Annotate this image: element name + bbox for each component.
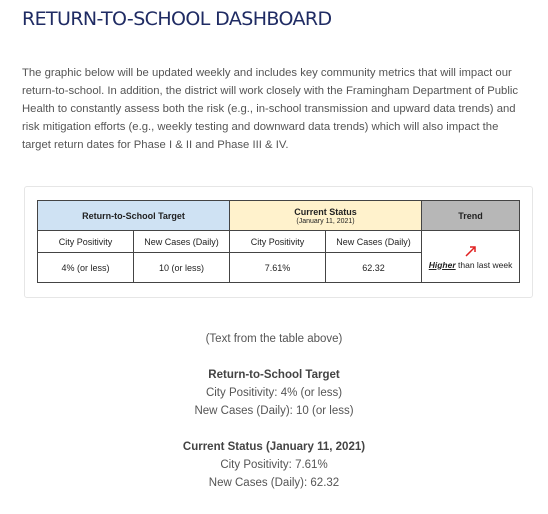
current-new-cases-value: 62.32 <box>326 253 422 283</box>
target-new-cases-label: New Cases (Daily) <box>134 231 230 253</box>
trend-description <box>424 260 517 270</box>
intro-paragraph: The graphic below will be updated weekly and includes key community metrics that will impact our return-to-school. In addition, the district will work closely with the Framingham Department of Public Health to constantly assess both the risk (e.g., in-school transmission and upward data trends) and risk mitigation efforts (e.g., weekly testing and downward data trends) which will also impact the target return dates for Phase I & II and Phase III & IV. <box>22 67 519 151</box>
caption-note-block <box>0 330 548 348</box>
trend-header: Trend <box>422 201 520 231</box>
trend-word: Higher <box>428 259 456 270</box>
current-status-header <box>230 201 422 231</box>
dashboard-table <box>37 200 520 283</box>
caption-current-block <box>0 438 548 492</box>
current-new-cases-label: New Cases (Daily) <box>326 231 422 253</box>
target-header: Return-to-School Target <box>38 201 230 231</box>
caption-target-block <box>0 366 548 420</box>
caption-current-cases: New Cases (Daily): 62.32 <box>208 477 340 489</box>
caption-target-city: City Positivity: 4% (or less) <box>205 387 343 399</box>
target-city-positivity-label: City Positivity <box>38 231 134 253</box>
trend-cell <box>422 231 520 283</box>
target-city-positivity-value: 4% (or less) <box>38 253 134 283</box>
page-title: RETURN-TO-SCHOOL DASHBOARD <box>22 8 332 30</box>
current-city-positivity-label: City Positivity <box>230 231 326 253</box>
caption-current-city: City Positivity: 7.61% <box>220 459 328 471</box>
current-city-positivity-value: 7.61% <box>230 253 326 283</box>
current-status-label: Current Status <box>294 206 357 217</box>
caption-target-title: Return-to-School Target <box>208 369 340 381</box>
target-new-cases-value: 10 (or less) <box>134 253 230 283</box>
caption-current-title: Current Status (January 11, 2021) <box>182 441 366 453</box>
arrow-up-right-icon <box>464 244 478 258</box>
current-status-date: (January 11, 2021) <box>296 217 355 225</box>
caption-target-cases: New Cases (Daily): 10 (or less) <box>194 405 354 417</box>
caption-note: (Text from the table above) <box>205 333 343 345</box>
trend-rest: than last week <box>455 259 513 270</box>
